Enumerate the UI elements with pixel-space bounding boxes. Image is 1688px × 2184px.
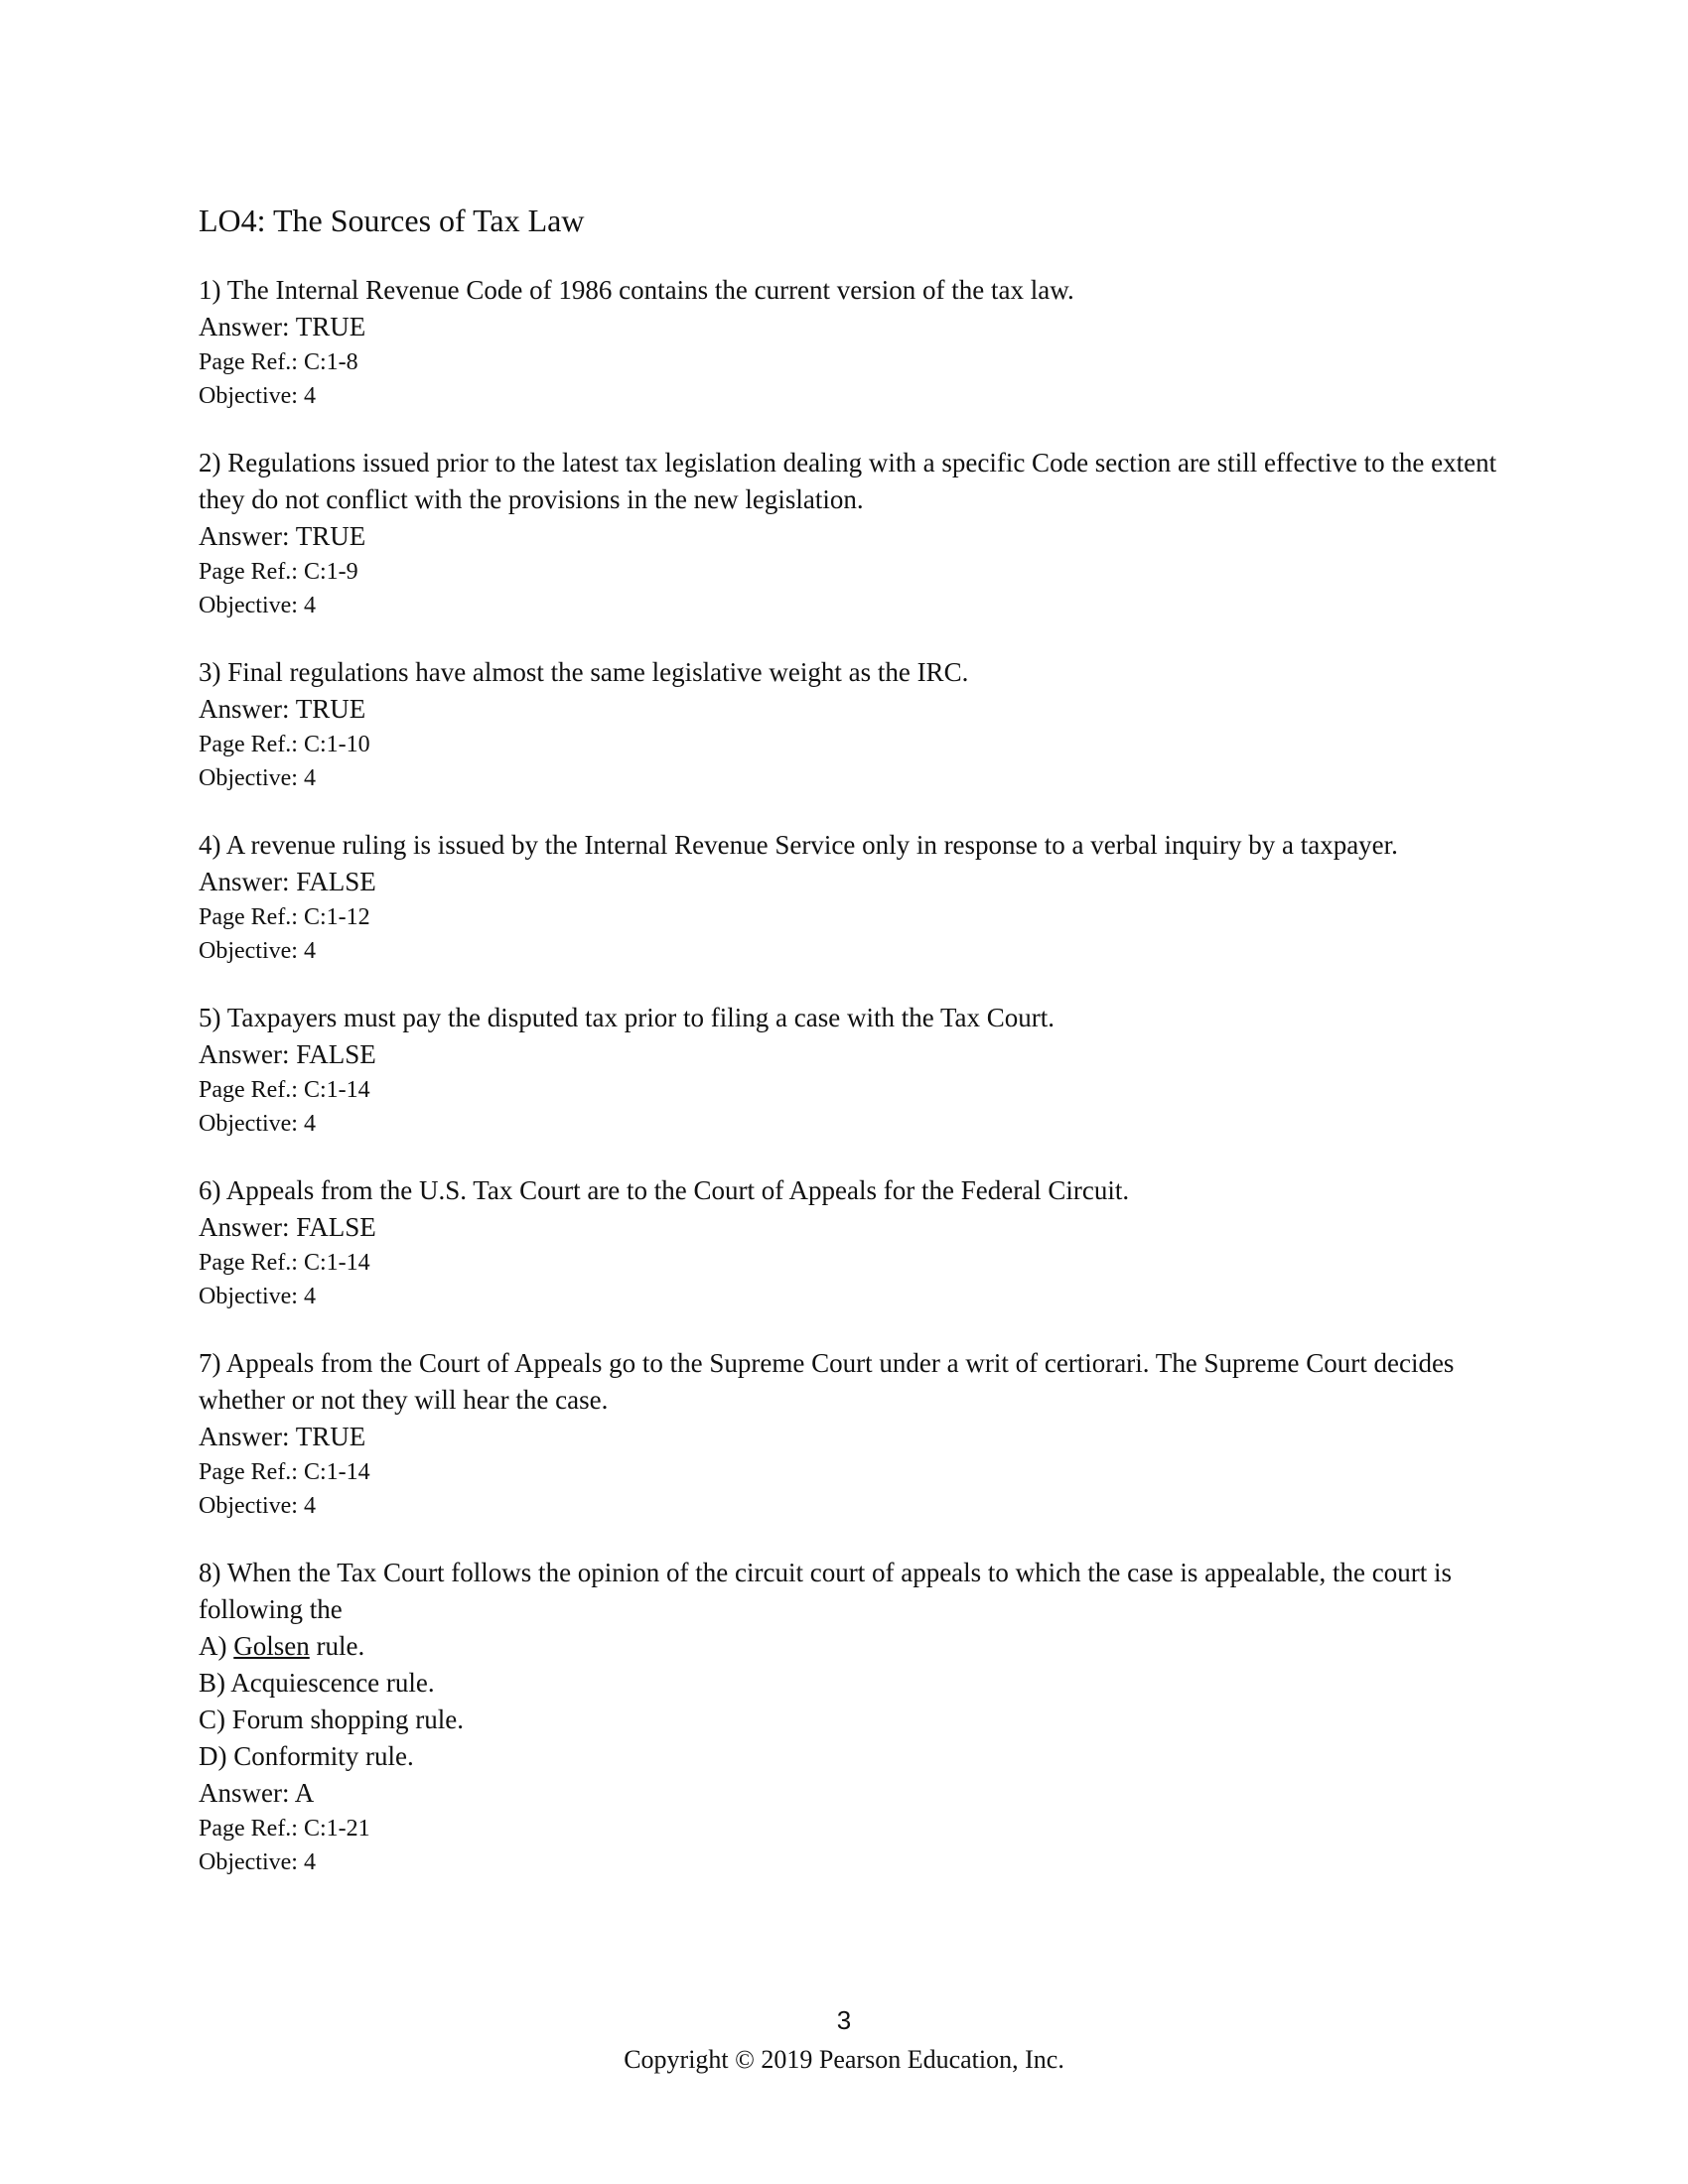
question-text: 2) Regulations issued prior to the latest tax legislation dealing with a specific Code section are still effective to the extent they do not conflict with the provisions in the new legislation. (199, 448, 1497, 514)
question-2 (199, 445, 1499, 622)
choice-c: C) Forum shopping rule. (199, 1705, 464, 1734)
choice-a (199, 1628, 1499, 1665)
objective: Objective: 4 (199, 1493, 316, 1519)
question-text: 4) A revenue ruling is issued by the Internal Revenue Service only in response to a verbal inquiry by a taxpayer. (199, 830, 1398, 860)
page-ref: Page Ref.: C:1-8 (199, 349, 358, 375)
page-ref: Page Ref.: C:1-12 (199, 904, 370, 930)
question-text: 7) Appeals from the Court of Appeals go to the Supreme Court under a writ of certiorari. The Supreme Court decides whether or not they will hear the case. (199, 1348, 1455, 1415)
choice-a-case-name: Golsen (233, 1631, 310, 1661)
question-text: 8) When the Tax Court follows the opinion of the circuit court of appeals to which the case is appealable, the court is following the (199, 1558, 1452, 1624)
objective: Objective: 4 (199, 1284, 316, 1309)
question-text: 3) Final regulations have almost the same legislative weight as the IRC. (199, 657, 969, 687)
page-number: 3 (836, 2005, 852, 2035)
page-ref: Page Ref.: C:1-9 (199, 559, 358, 585)
objective: Objective: 4 (199, 1849, 316, 1875)
choice-d: D) Conformity rule. (199, 1741, 414, 1771)
answer: Answer: TRUE (199, 521, 366, 551)
choice-a-prefix: A) (199, 1631, 234, 1661)
objective: Objective: 4 (199, 593, 316, 618)
answer: Answer: A (199, 1778, 315, 1808)
answer: Answer: TRUE (199, 694, 366, 724)
question-7 (199, 1345, 1499, 1523)
question-5 (199, 1000, 1499, 1141)
question-text: 1) The Internal Revenue Code of 1986 contains the current version of the tax law. (199, 275, 1074, 305)
question-6 (199, 1172, 1499, 1313)
copyright-notice: Copyright © 2019 Pearson Education, Inc. (624, 2045, 1064, 2074)
objective: Objective: 4 (199, 765, 316, 791)
objective: Objective: 4 (199, 938, 316, 964)
section-heading: LO4: The Sources of Tax Law (199, 203, 585, 238)
page-ref: Page Ref.: C:1-14 (199, 1077, 370, 1103)
question-8 (199, 1555, 1499, 1879)
answer: Answer: FALSE (199, 1212, 376, 1242)
page-ref: Page Ref.: C:1-14 (199, 1459, 370, 1485)
answer: Answer: TRUE (199, 1422, 366, 1451)
question-3 (199, 654, 1499, 795)
answer: Answer: FALSE (199, 867, 376, 896)
choice-b: B) Acquiescence rule. (199, 1668, 435, 1698)
question-4 (199, 827, 1499, 968)
question-1 (199, 272, 1499, 413)
page-ref: Page Ref.: C:1-21 (199, 1816, 370, 1842)
answer: Answer: TRUE (199, 312, 366, 341)
choice-a-suffix: rule. (309, 1631, 365, 1661)
answer: Answer: FALSE (199, 1039, 376, 1069)
question-text: 6) Appeals from the U.S. Tax Court are to the Court of Appeals for the Federal Circuit. (199, 1175, 1130, 1205)
objective: Objective: 4 (199, 1111, 316, 1137)
page-ref: Page Ref.: C:1-10 (199, 732, 370, 757)
objective: Objective: 4 (199, 383, 316, 409)
question-text: 5) Taxpayers must pay the disputed tax prior to filing a case with the Tax Court. (199, 1003, 1055, 1032)
document-page (199, 197, 1499, 1911)
page-ref: Page Ref.: C:1-14 (199, 1250, 370, 1276)
